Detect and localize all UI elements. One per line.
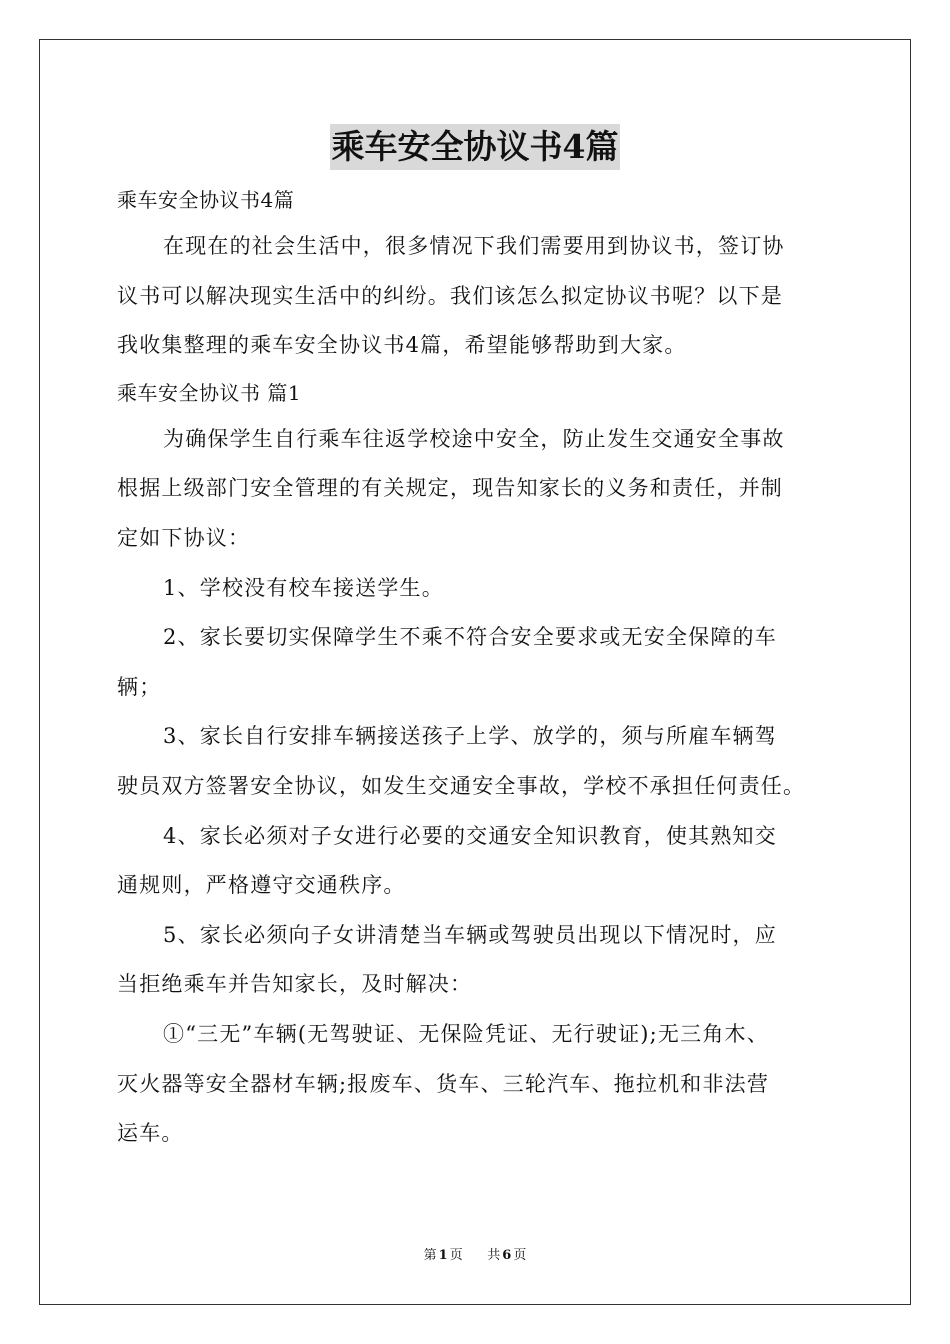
text-line: 驶员双方签署安全协议，如发生交通安全事故，学校不承担任何责任。 xyxy=(117,773,806,798)
text-line: 1、学校没有校车接送学生。 xyxy=(163,575,444,600)
page-suffix: 页 xyxy=(449,1248,463,1263)
total-prefix: 共 xyxy=(487,1248,501,1263)
text-line: ①“三无”车辆(无驾驶证、无保险凭证、无行驶证);无三角木、 xyxy=(163,1021,769,1046)
paragraph-item-1 xyxy=(117,564,835,614)
text-line: 灭火器等安全器材车辆;报废车、货车、三轮汽车、拖拉机和非法营 xyxy=(117,1071,770,1096)
text-line: 4、家长必须对子女进行必要的交通安全知识教育，使其熟知交 xyxy=(163,823,777,848)
total-pages: 6 xyxy=(502,1248,512,1263)
paragraph-item-3 xyxy=(117,712,835,811)
paragraph-item-4 xyxy=(117,812,835,911)
paragraph-item-2 xyxy=(117,613,835,712)
text-line: 辆； xyxy=(117,674,162,699)
page-footer xyxy=(0,1244,950,1263)
intro-paragraph xyxy=(117,222,835,371)
page-total xyxy=(485,1248,528,1263)
paragraph-subitem-1 xyxy=(117,1010,835,1159)
text-line: 通规则，严格遵守交通秩序。 xyxy=(117,873,406,898)
paragraph-purpose xyxy=(117,415,835,564)
text-line: 议书可以解决现实生活中的纠纷。我们该怎么拟定协议书呢？以下是 xyxy=(117,283,783,308)
text-line: 我收集整理的乘车安全协议书4篇，希望能够帮助到大家。 xyxy=(117,333,687,358)
text-line: 3、家长自行安排车辆接送孩子上学、放学的，须与所雇车辆驾 xyxy=(163,724,777,749)
title-container xyxy=(0,124,950,170)
document-body xyxy=(117,178,835,1159)
page-prefix: 第 xyxy=(423,1248,437,1263)
paragraph-item-5 xyxy=(117,911,835,1010)
page-number xyxy=(422,1248,465,1263)
subtitle: 乘车安全协议书4篇 xyxy=(117,188,295,212)
text-line: 2、家长要切实保障学生不乘不符合安全要求或无安全保障的车 xyxy=(163,625,777,650)
text-line: 定如下协议： xyxy=(117,525,251,550)
current-page: 1 xyxy=(438,1248,448,1263)
text-line: 为确保学生自行乘车往返学校途中安全，防止发生交通安全事故 xyxy=(163,426,785,451)
text-line: 当拒绝乘车并告知家长，及时解决： xyxy=(117,972,473,997)
total-suffix: 页 xyxy=(513,1248,527,1263)
document-title: 乘车安全协议书4篇 xyxy=(330,124,621,170)
text-line: 5、家长必须向子女讲清楚当车辆或驾驶员出现以下情况时，应 xyxy=(163,922,777,947)
text-line: 在现在的社会生活中，很多情况下我们需要用到协议书，签订协 xyxy=(163,234,785,258)
text-line: 运车。 xyxy=(117,1121,184,1146)
section-heading: 乘车安全协议书 篇1 xyxy=(117,380,302,405)
text-line: 根据上级部门安全管理的有关规定，现告知家长的义务和责任，并制 xyxy=(117,476,783,501)
